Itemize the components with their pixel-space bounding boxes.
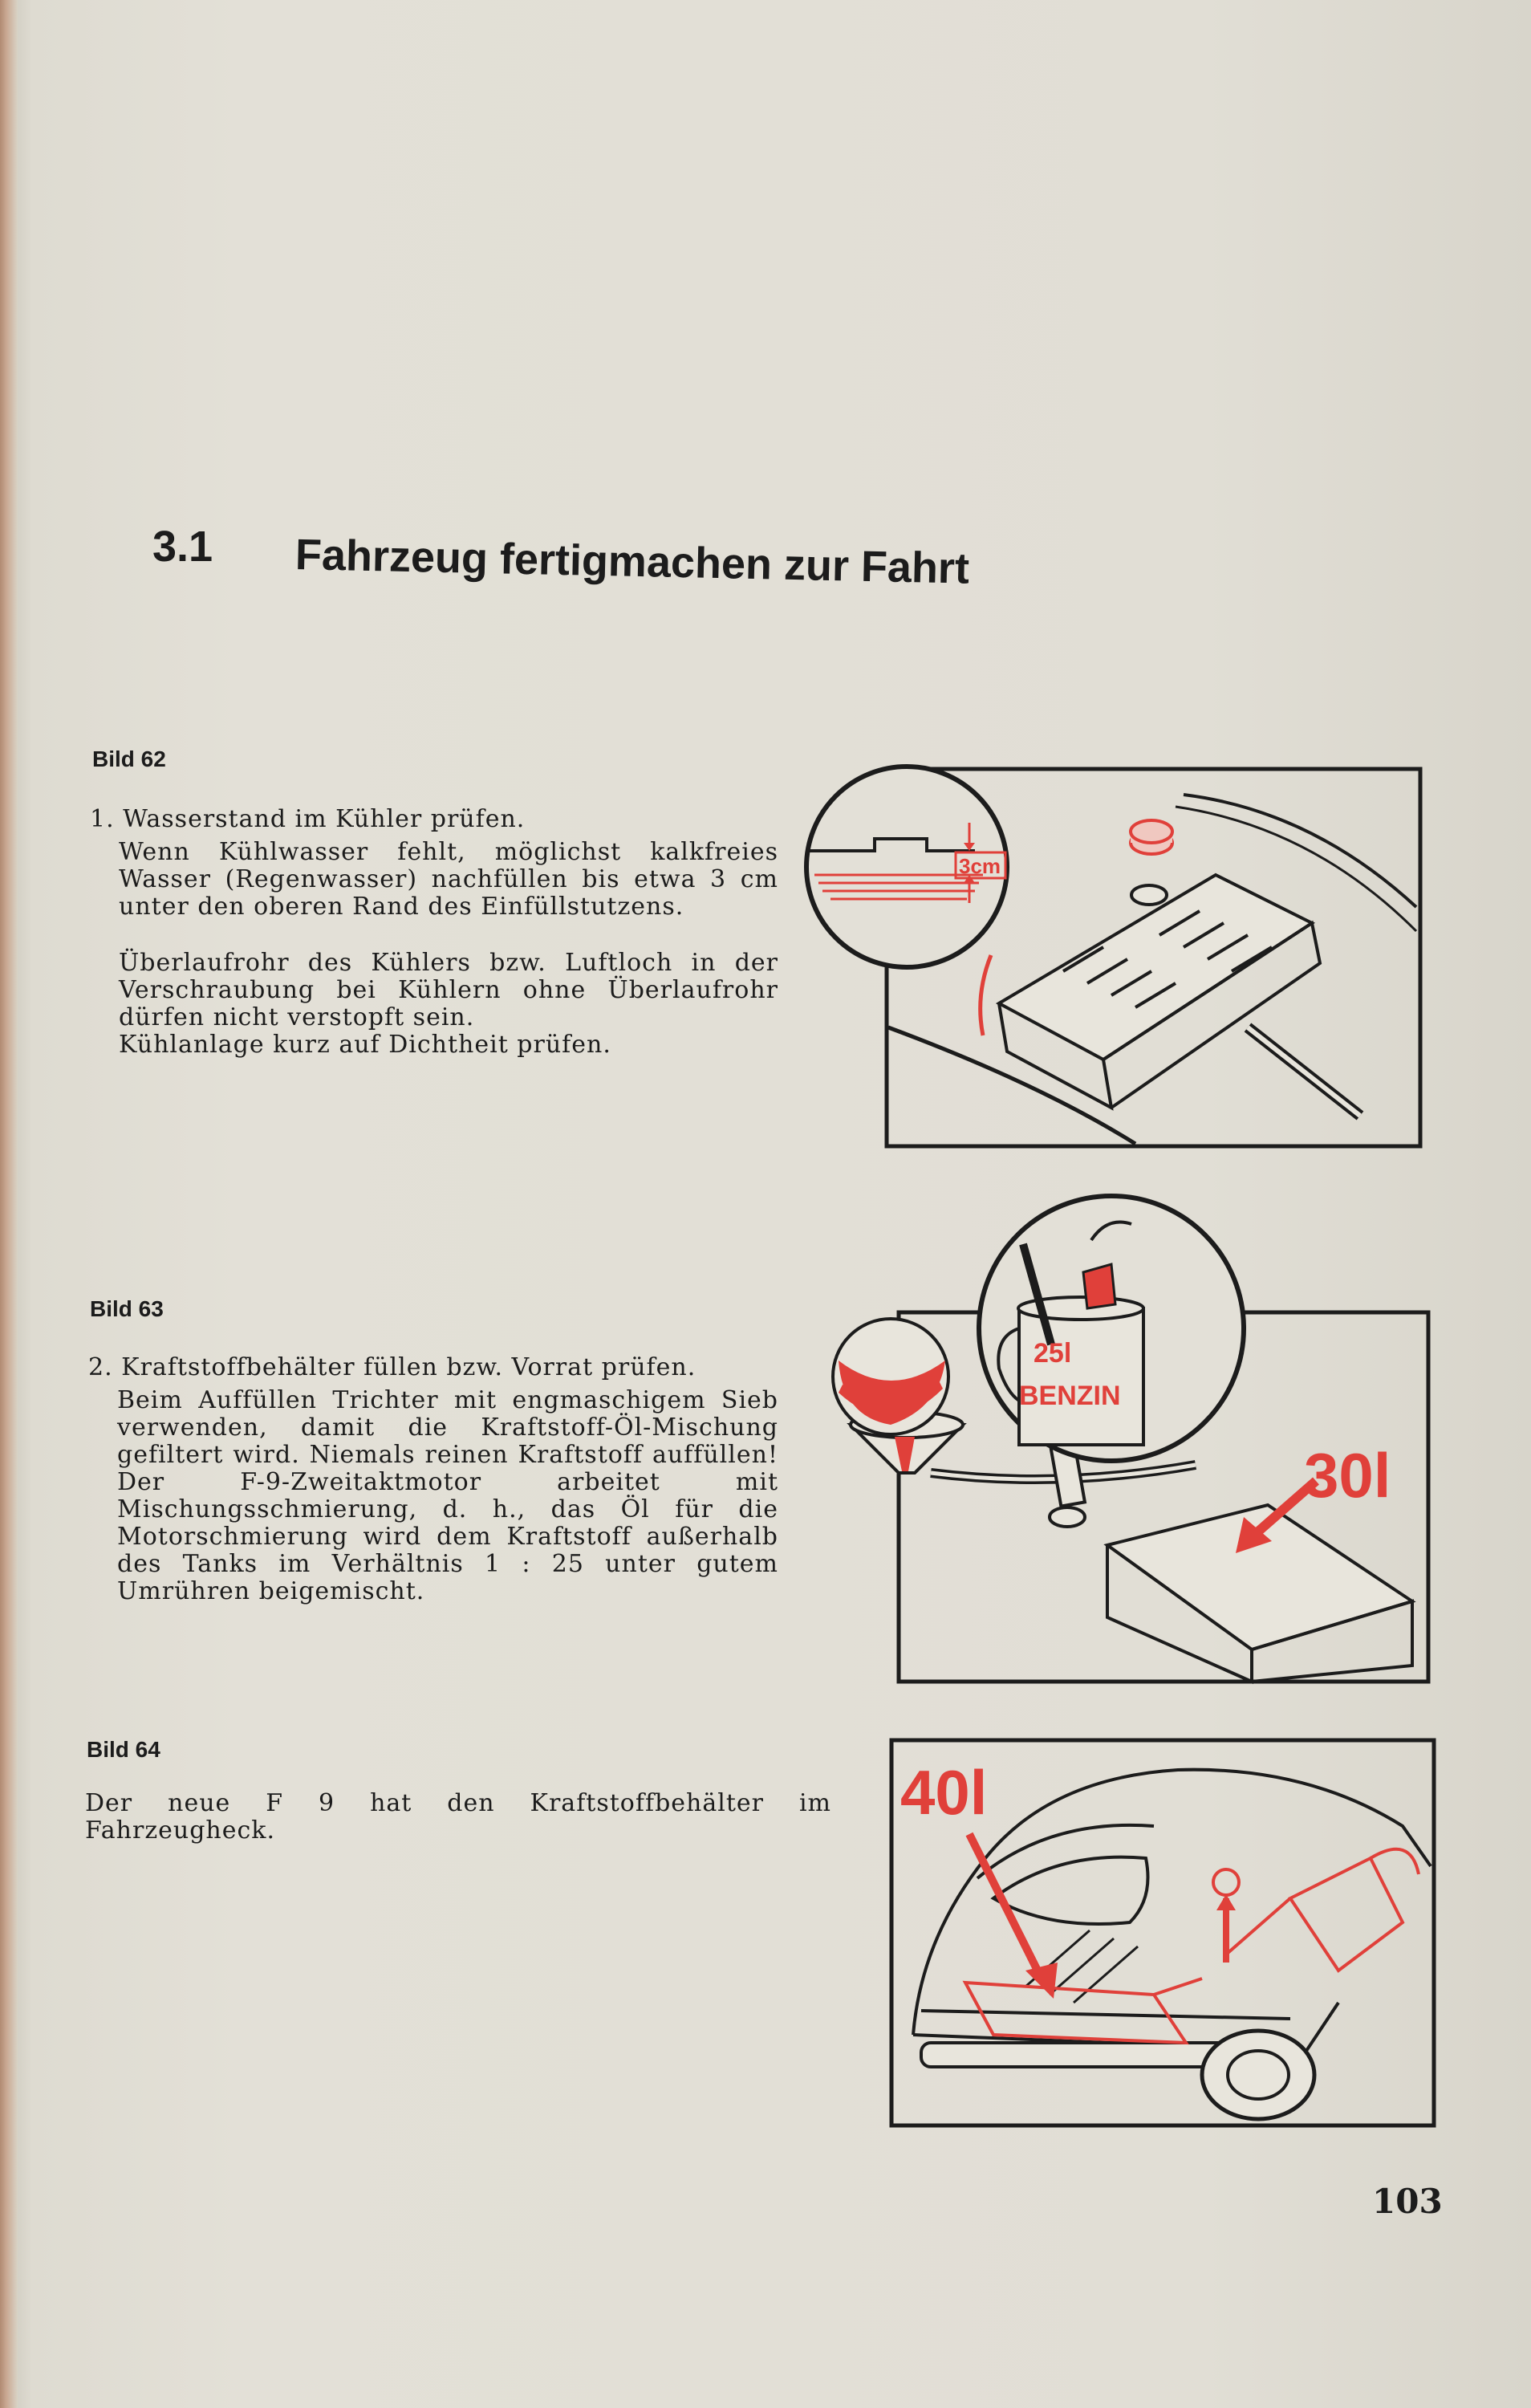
- item-body-2: [117, 1387, 778, 1605]
- page-number: 103: [1372, 2182, 1443, 2221]
- item-body-3: [85, 1790, 831, 1845]
- figure-caption-64: Bild 64: [87, 1737, 160, 1762]
- item-body-1: [119, 839, 778, 921]
- item-heading-1: 1. Wasserstand im Kühler prüfen.: [90, 805, 526, 833]
- item-body-1b: [119, 950, 778, 1059]
- figure-64-rear-tank-illustration: [889, 1738, 1439, 2131]
- item-heading-2: 2. Kraftstoffbehälter füllen bzw. Vorrat prüfen.: [88, 1353, 696, 1381]
- book-spine-edge: [0, 0, 18, 2408]
- figure-caption-63: Bild 63: [90, 1296, 164, 1321]
- section-title: Fahrzeug fertigmachen zur Fahrt: [294, 531, 970, 593]
- tank-volume-label-30l: 30l: [1304, 1440, 1391, 1511]
- paragraph: Kühlanlage kurz auf Dichtheit prüfen.: [119, 1031, 611, 1059]
- paragraph: Der neue F 9 hat den Kraftstoffbehälter im Fahrzeugheck.: [85, 1789, 831, 1845]
- figure-caption-62: Bild 62: [92, 746, 166, 771]
- paragraph: Überlaufrohr des Kühlers bzw. Luftloch in der Verschraubung bei Kühlern ohne Überlaufrohr dürfen nicht verstopft sein.: [119, 949, 778, 1031]
- inset-label-3cm: 3cm: [959, 854, 1001, 878]
- section-number: 3.1: [152, 523, 213, 571]
- paragraph: Beim Auffüllen Trichter mit engmaschigem Sieb verwenden, damit die Kraftstoff-Öl-Mischung gefiltert wird. Niemals reinen Kraftstoff auffüllen! Der F-9-Zweitaktmotor arbeitet mit Mischungsschmierung, d. h., das Öl für die Motorschmierung wird dem Kraftstoff außerhalb des Tanks im Verhältnis 1 : 25 unter gutem Umrühren beigemischt.: [117, 1386, 778, 1605]
- can-volume-label: 25l: [1034, 1338, 1072, 1369]
- figure-63-fuel-filling-illustration: [818, 1168, 1436, 1690]
- can-benzin-label: BENZIN: [1019, 1381, 1121, 1411]
- figure-62-radiator-illustration: [798, 763, 1432, 1152]
- tank-volume-label-40l: 40l: [900, 1757, 988, 1828]
- paragraph: Wenn Kühlwasser fehlt, möglichst kalkfreies Wasser (Regenwasser) nachfüllen bis etwa 3 cm unter den oberen Rand des Einfüllstutzens.: [119, 838, 778, 921]
